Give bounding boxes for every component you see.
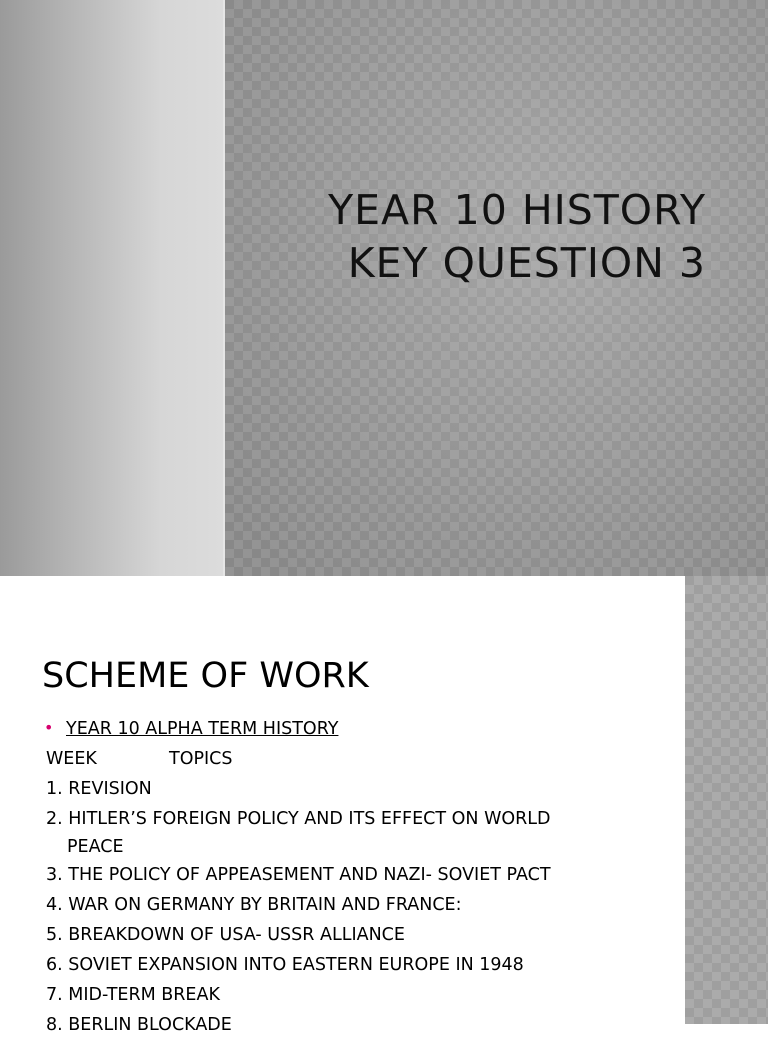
list-item-week-8: 8. BERLIN BLOCKADE [46, 1015, 232, 1035]
week-column-label: WEEK [46, 749, 97, 769]
list-item-week-4: 4. WAR ON GERMANY BY BRITAIN AND FRANCE: [46, 895, 462, 915]
term-heading: YEAR 10 ALPHA TERM HISTORY [66, 719, 339, 739]
list-item-week-7: 7. MID-TERM BREAK [46, 985, 220, 1005]
scheme-of-work-body [46, 714, 646, 1040]
topics-column-label: TOPICS [169, 749, 233, 769]
slide-2-patterned-stripe [685, 576, 768, 1024]
slide-1-title [226, 184, 706, 290]
slide-1-title-line-1: YEAR 10 HISTORY [328, 186, 706, 234]
slide-1-title-line-2: KEY QUESTION 3 [347, 239, 706, 287]
week-topics-header [46, 744, 646, 774]
list-item-week-6: 6. SOVIET EXPANSION INTO EASTERN EUROPE IN 1948 [46, 955, 524, 975]
list-item-week-1: 1. REVISION [46, 779, 152, 799]
list-item-week-3: 3. THE POLICY OF APPEASEMENT AND NAZI- SOVIET PACT [46, 865, 551, 885]
slide-1-left-panel [0, 0, 223, 576]
list-item-week-2-line-2: PEACE [67, 837, 124, 857]
bullet-item [46, 714, 646, 744]
bullet-dot-icon: • [44, 718, 54, 737]
list-item-week-2 [46, 804, 646, 860]
slide-2-title: SCHEME OF WORK [42, 656, 369, 696]
list-item-week-2-line-1: 2. HITLER’S FOREIGN POLICY AND ITS EFFECT ON WORLD [46, 809, 551, 829]
slide-2 [0, 576, 768, 1035]
list-item-week-5: 5. BREAKDOWN OF USA- USSR ALLIANCE [46, 925, 405, 945]
